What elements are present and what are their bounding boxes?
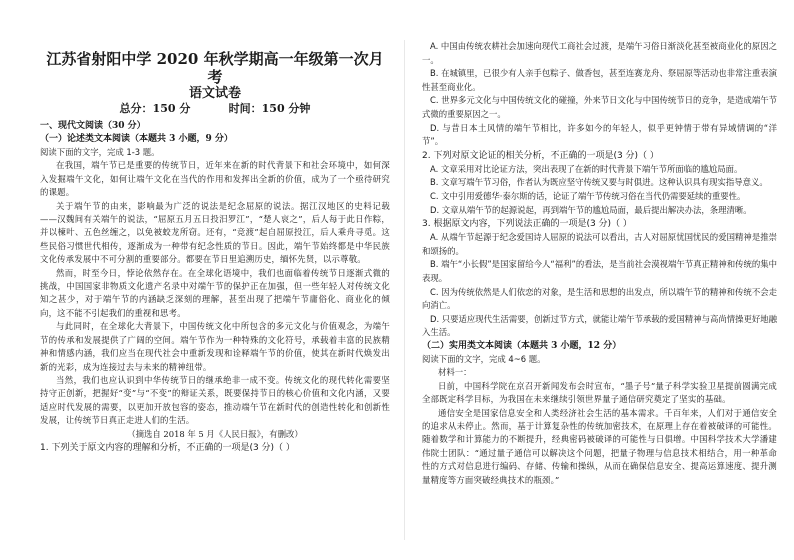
material-paragraph: 日前，中国科学院在京召开新闻发布会时宣布，“墨子号”量子科学实验卫星提前圆满完成全部既定科学目标，为我国在未来继续引领世界量子通信研究奠定了坚实的基础。 — [422, 380, 777, 405]
option-2a: A. 文章采用对比论证方法，突出表现了在新的时代背景下端午节所面临的尴尬局面。 — [430, 163, 743, 174]
option-3a: A. 从端午节起源于纪念爱国诗人屈原的说法可以看出，古人对屈原忧国忧民的爱国精神是推崇和颂扬的。 — [422, 232, 777, 256]
exam-title: 江苏省射阳中学 2020 年秋学期高一年级第一次月考 — [46, 50, 384, 86]
option-1b: B. 在城镇里，已很少有人亲手包粽子、做香包，甚至连赛龙舟、祭屈原等活动也非常注重表演性甚至商业化。 — [422, 68, 777, 92]
source-citation: （摘选自 2018 年 5 月《人民日报》，有删改） — [127, 428, 303, 439]
option-3c: C. 因为传统依然是人们依恋的对象，是生活和思想的出发点，所以端午节的精神和传统不会走向消亡。 — [422, 286, 777, 311]
passage-paragraph: 与此同时，在全球化大背景下，中国传统文化中所包含的多元文化与价值观念，为端午节的传承和发展提供了广阔的空间。端午节作为一种特殊的文化符号，承载着丰富的民族精神和情感内涵，我们应当在现代社会中重新发现和诠释端午节的价值，使其在新时代焕发出新的光彩，成为连接过去与未来的精神纽带。 — [40, 321, 390, 372]
passage-paragraph: 当然，我们也应认识到中华传统节日的继承绝非一成不变。传统文化的现代转化需要坚持守正创新，把握好“变”与“不变”的辩证关系，既要保持节日的核心价值和文化内涵，又要适应时代发展的需要，以更加开放包容的姿态，推动端午节在新时代的创造性转化和创新性发展，让传统节日真正走进人们的生活。 — [40, 374, 390, 426]
subsection-heading: （一）论述类文本阅读（本题共 3 小题，9 分） — [40, 134, 233, 144]
option-1a: A. 中国由传统农耕社会加速向现代工商社会过渡，是端午习俗日渐淡化甚至被商业化的原因之一。 — [422, 41, 777, 65]
option-3b: B. 端午“小长假”是国家留给今人“福利”的看法，是当前社会漠视端午节真正精神和传统的集中表现。 — [422, 259, 777, 283]
option-1c: C. 世界多元文化与中国传统文化的碰撞，外来节日文化与中国传统节日的竞争，是造成端午节式微的重要原因之一。 — [422, 95, 777, 119]
passage-paragraph: 然而，时至今日，悖论依然存在。在全球化语境中，我们也面临着传统节日逐渐式微的挑战，中国国家非物质文化遗产名录中对端午节的保护正在加强，但一些年轻人对传统文化知之甚少，对于端午节的内涵缺乏深刻的理解，甚至出现了把端午节庸俗化、商业化的倾向，这不能不引起我们的重视和思考。 — [40, 267, 390, 318]
exam-score-time: 总分：150 分 时间：150 分钟 — [119, 102, 311, 115]
option-2d: D. 文章从端午节的起源说起，再到端午节的尴尬局面，最后提出解决办法，条理清晰。 — [430, 204, 752, 215]
option-3d: D. 只要适应现代生活需要，创新过节方式，就能让端午节承载的爱国精神与高尚情操更好地融入生活。 — [422, 313, 777, 338]
material-paragraph: 通信安全是国家信息安全和人类经济社会生活的基本需求。千百年来，人们对于通信安全的追求从未停止。然而，基于计算复杂性的传统加密技术，在原理上存在着被破译的可能性。随着数学和计算能力的不断提升，经典密码被破译的可能性与日俱增。中国科学技术大学潘建伟院士团队：“通过量子通信可以解决这个问题，把量子物理与信息技术相结合，用一种革命性的方式对信息进行编码、存储、传输和操纵，从而在确保信息安全、提高运算速度、提升测量精度等方面突破经典技术的瓶颈。” — [422, 407, 777, 485]
option-1d: D. 与昔日本土风情的端午节相比，许多如今的年轻人，似乎更钟情于带有异域情调的“洋节”。 — [422, 122, 777, 147]
option-2b: B. 文章写端午节习俗，作者认为既应坚守传统又要与时俱进。这种认识具有现实指导意义。 — [430, 177, 768, 188]
instruction-2: 阅读下面的文字，完成 4~6 题。 — [422, 353, 546, 364]
left-column — [40, 0, 390, 560]
question-3: 3. 根据原文内容，下列说法正确的一项是(3 分)（ ） — [422, 219, 632, 230]
section-heading: 一、现代文阅读（30 分） — [40, 121, 146, 131]
question-2: 2. 下列对原文论证的相关分析，不正确的一项是(3 分)（ ） — [422, 150, 659, 161]
passage-paragraph: 关于端午节的由来，影响最为广泛的说法是纪念屈原的说法。据江汉地区的史料记载——汉魏间有关端午的说法，“屈原五月五日投汨罗江”，“楚人哀之”，后人每于此日作粽，并以楝叶、五色丝缠之，以免被蛟龙所窃。还有，“竞渡”起自屈原投江，后人乘舟寻觅。这些民俗习惯世代相传，逐渐成为一种带有纪念性质的节日。因此，端午节始终都是中华民族文化传承发展中不可分割的重要部分。都要在节日里追溯历史，缅怀先贤，以示尊敬。 — [40, 200, 390, 265]
instruction: 阅读下面的文字，完成 1-3 题。 — [40, 147, 160, 157]
column-divider — [404, 40, 405, 540]
right-column — [422, 0, 777, 560]
material-label: 材料一： — [438, 367, 472, 378]
option-2c: C. 文中引用爱德华·泰尔斯的话，论证了端午节传统习俗在当代仍需要延续的重要性。 — [430, 190, 746, 201]
section-heading-2: （二）实用类文本阅读（本题共 3 小题，12 分） — [422, 340, 622, 351]
passage-paragraph: 在我国，端午节已是重要的传统节日，近年来在新的时代背景下和社会环境中，如何深入发掘端午文化，如何让端午文化在当代的作用和发挥出全新的价值，成为了一个亟待研究的课题。 — [40, 160, 390, 198]
question-1: 1. 下列关于原文内容的理解和分析，不正确的一项是(3 分)（ ） — [40, 442, 295, 453]
exam-subtitle: 语文试卷 — [188, 86, 241, 101]
